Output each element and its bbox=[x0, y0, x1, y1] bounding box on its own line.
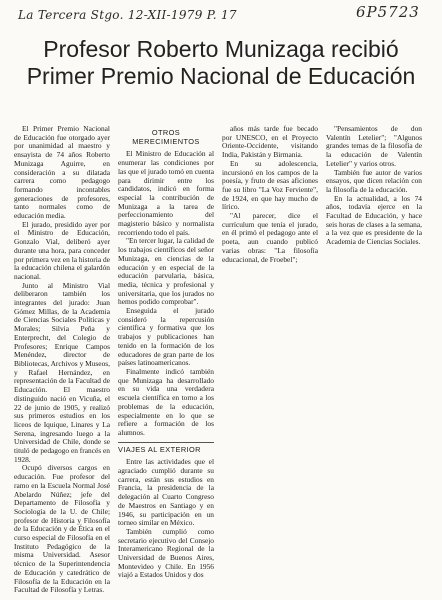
paragraph: El Primer Premio Nacional de Educación fue otorgado ayer por unanimidad al maestro y ensayista de 74 años Roberto Munizaga Aguirre, en consideración a su dilatada carrera como pedagogo formando incontables generaciones de profesores, tanto normales como de educación media. bbox=[14, 125, 110, 221]
headline-line-2: Primer Premio Nacional de Educación bbox=[26, 63, 416, 89]
paragraph: En su adolescencia, incursionó en los campos de la poesía, y fruto de esas aficiones fue su libro "La Voz Ferviente", de 1924, en que hay mucho de lírico. bbox=[222, 158, 318, 212]
paragraph: "En tercer lugar, la calidad de los trabajos científicos del señor Munizaga, en ciencias de la educación y en especial de la educación parvularia, básica, media, técnica y profesional y universitaria, que los jurados no hemos podido comprobar". bbox=[118, 236, 214, 307]
paragraph: También fue autor de varios ensayos, que dicen relación con la filosofía de la educación. bbox=[326, 167, 422, 194]
paragraph: "Al parecer, dice el currículum que tenía el jurado, en él primó el pedagogo ante el poeta, aun cuando publicó varias obras: "La filosofía educacional, de Froebel"; bbox=[222, 211, 318, 264]
paragraph: años más tarde fue becado por UNESCO, en el Proyecto Oriente-Occidente, visitando India, Pakistán y Birmania. bbox=[222, 125, 318, 160]
headline bbox=[16, 36, 426, 90]
archive-code: 6P5723 bbox=[356, 3, 420, 21]
paragraph: En la actualidad, a los 74 años, todavía ejerce en la Facultad de Educación, y hace seis horas de clases a la semana, a la vez que es presidente de la Academia de Ciencias Sociales. bbox=[326, 193, 422, 247]
headline-line-1: Profesor Roberto Munizaga recibió bbox=[43, 36, 399, 62]
paragraph: Junto al Ministro Vial deliberaron también los integrantes del jurado: Juan Gómez Millas, de la Academia de Ciencias Sociales Políticas y Morales; Silvia Peña y Enterprecht, del Colegio de Profesores; Enrique Campos Menéndez, director de Bibliotecas, Archivos y Museos, y Rafael Hernández, en representación de la Facultad de Educación. El maestro distinguido nació en Vicuña, el 22 de junio de 1905, y realizó sus primeros estudios en los liceos de Iquique, Linares y La Serena, ingresando luego a la Universidad de Chile, donde se tituló de pedagogo en francés en 1928. bbox=[14, 280, 110, 464]
paragraph: Finalmente indicó también que Munizaga ha desarrollado en su vida una verdadera escuela científica en torno a los problemas de la educación, especialmente en lo que se refiere a formación de los alumnos. bbox=[118, 366, 214, 437]
paragraph: También cumplió como secretario ejecutivo del Consejo Interamericano Regional de la Universidad de Buenos Aires, Montevideo y Chile. En 1956 viajó a Estados Unidos y dos bbox=[118, 526, 214, 580]
paragraph: El Ministro de Educación al enumerar las condiciones por las que el jurado tomó en cuenta para dirimir entre los candidatos, indicó en forma especial la contribución de Munizaga a la tarea de perfeccionamiento del magisterio básico y normalista recorriendo todo el país. bbox=[118, 149, 214, 237]
paragraph: Entre las actividades que el agraciado cumplió durante su carrera, están sus estudios en Francia, la presidencia de la delegación al Cuarto Congreso de Maestros en Santiago y en 1946, su participación en un torneo similar en México. bbox=[118, 457, 214, 528]
paragraph: El jurado, presidido ayer por el Ministro de Educación, Gonzalo Vial, deliberó ayer durante una hora, para conceder por primera vez en la historia de la educación chilena el galardón nacional. bbox=[14, 219, 110, 281]
article-column-3 bbox=[222, 125, 318, 595]
paragraph: Ocupó diversos cargos en educación. Fue profesor del ramo en la Escuela Normal José Abelardo Núñez; jefe del Departamento de Filosofía y Sociología de la U. de Chile; profesor de Historia y Filosofía de la Educación y de Ética en el curso especial de Filosofía en el Instituto Pedagógico de la misma Universidad. Asesor técnico de la Superintendencia de Educación y catedrático de Filosofía de la Educación en la Facultad de Filosofía y Letras. bbox=[14, 463, 110, 595]
article-column-1 bbox=[14, 125, 110, 595]
paragraph: "Pensamientos de don Valentín Letelier"; "Algunos grandes temas de la filosofía de la educación de Valentín Letelier" y varios otros. bbox=[326, 125, 422, 168]
article-column-4 bbox=[326, 125, 422, 595]
handwritten-source-note: La Tercera Stgo. 12-XII-1979 P. 17 bbox=[18, 8, 237, 22]
paragraph: Enseguida el jurado consideró la repercusión científica y formativa que los trabajos y publicaciones han tenido en la formación de los educadores de gran parte de los países latinoamericanos. bbox=[118, 306, 214, 368]
subheading-otros-merecimientos: OTROS MERECIMIENTOS bbox=[132, 128, 200, 146]
subheading-viajes-al-exterior: VIAJES AL EXTERIOR bbox=[118, 442, 214, 455]
article-column-2 bbox=[118, 125, 214, 595]
